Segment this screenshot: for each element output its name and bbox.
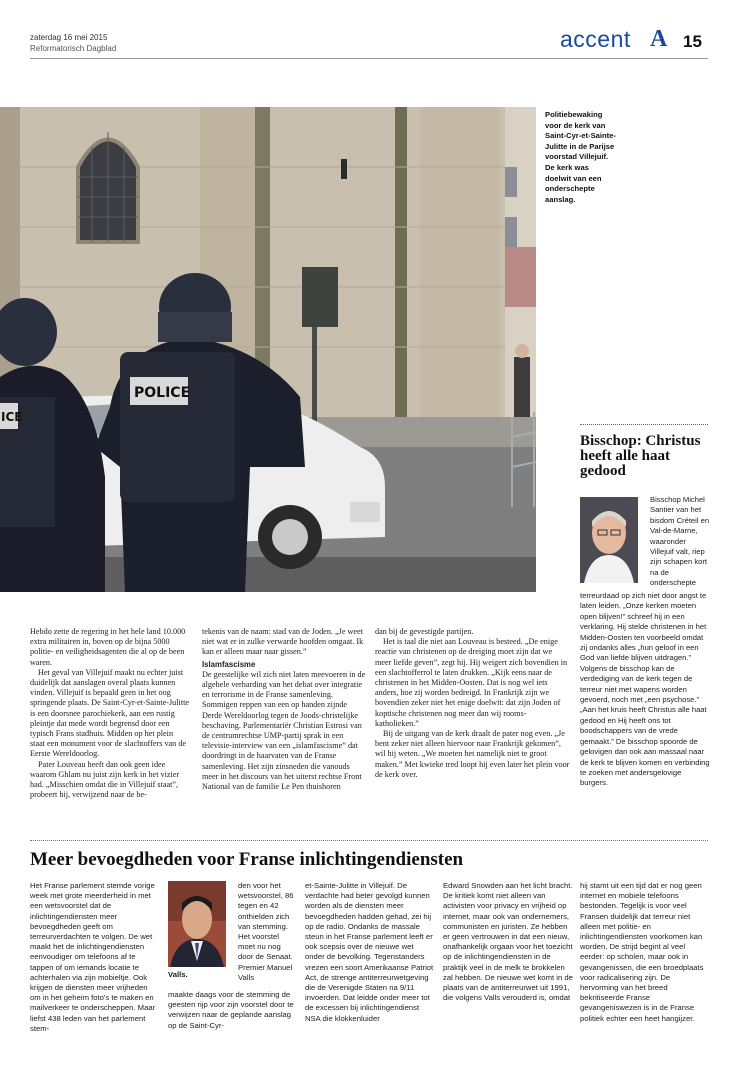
paragraph: tekenis van de naam: stad van de Joden. „Je weet niet wat er in zulke verwarde hoofden omgaat. Ik kan er alleen maar naar gissen.” — [202, 627, 364, 657]
page-number: 15 — [683, 32, 702, 51]
article2-column-5: hij stamt uit een tijd dat er nog geen internet en mobiele telefoons bestonden. Tegelijk is voor veel Fransen duidelijk dat terreur niet alleen met politie- en inlichtingendiensten voorkomen kan worden. De strijd begint al veel eerder: op scholen, maar ook in gevangenissen, die een broedplaats voor radicalisering zijn. De hervorming van het breed bekritiseerde Franse gevangeniswezen is in de Franse politiek echter een heet hangijzer. — [580, 881, 704, 1023]
police-label-left: ICE — [1, 410, 23, 424]
paragraph: Het geval van Villejuif maakt nu echter juist duidelijk dat aanslagen overal plaats kunnen vinden. Villejuif is bepaald geen in het oog springende plaats. De Saint-Cyr-et-Sainte-Julitte is een doorsnee parochiekerk, aan een rustig pleintje dat mede wordt begrensd door een typisch Frans stadhuis. Midden op het plein staat een monument voor de slachtoffers van de Eerste Wereldoorlog. — [30, 667, 189, 759]
newspaper-name: Reformatorisch Dagblad — [30, 44, 117, 53]
article2-column-2a: den voor het wetsvoorstel, 86 tegen en 42 onthielden zich van stemming. Het voorstel moet nu nog door de Senaat. Premier Manuel Valls — [238, 881, 294, 982]
subheading: Islamfascisme — [202, 659, 256, 669]
sidebar-intro: Bisschop Michel Santier van het bisdom Créteil en Val-de-Marne, waaronder Villejuif valt, riep zijn schapen kort na de onderschepte — [650, 495, 710, 588]
valls-portrait-illustration — [168, 881, 226, 967]
sidebar-body: terreurdaad op zich niet door angst te laten leiden. „Onze kerken moeten open blijven!” schreef hij in een verklaring. Hij stelde christenen in het Midden-Oosten ten voorbeeld omdat zij ondanks alles „hun geloof in een God van liefde blijven uitdragen.” Volgens de bisschop kan de verdediging van de kerk tegen de terreur niet met wapens worden gevoerd, noch met „een psychose.” „Aan het kruis heeft Christus alle haat gedood en Hij heeft ons tot boodschappers van de vrede gemaakt.” De bisschop spoorde de gelovigen dan ook aan massaal naar de kerk te blijven komen en verbinding te zoeken met andersgelovige burgers. — [580, 591, 710, 788]
main-photo — [0, 107, 536, 592]
paragraph: Bij de uitgang van de kerk draalt de pater nog even. „Je bent zeker niet alleen hiervoor naar Frankrijk gekomen”, wil hij weten. „We moeten het namelijk niet te groot maken.” Met kwieke tred loopt hij even later het plein voor de kerk over. — [375, 729, 570, 779]
issue-date: zaterdag 16 mei 2015 — [30, 33, 108, 42]
article-column-2 — [202, 627, 367, 792]
article2-column-2b: maakte daags voor de stemming de geesten rijp voor zijn voorstel door te verwijzen naar de geplande aanslag op de Saint-Cyr- — [168, 990, 294, 1030]
article2-column-3: et-Sainte-Julitte in Villejuif. De verdachte had beter gevolgd kunnen worden als de diensten meer bevoegdheden hadden gehad, zei hij op de radio. Ondanks de massale steun in het Franse parlement leeft er ook scepsis over de nieuwe wet onder de bevolking. Tegenstanders vrezen een soort Amerikaanse Patriot Act, de strenge antiterreurwetgeving die de Verenigde Staten na 9/11 invoerden. Dat leidde onder meer tot de excessen bij inlichtingendienst NSA die klokkenluider — [305, 881, 434, 1023]
paragraph: Pater Louveau heeft dan ook geen idee waarom Ghlam nu juist zijn kerk in het vizier had. „Misschien omdat die in Villejuif staat”, probeert hij, verwijzend naar de be- — [30, 759, 180, 800]
paragraph: Het is taal die niet aan Louveau is besteed. „De enige reactie van christenen op de dreiging moet zijn dat we meer liefde geven”, zegt hij. Hij weigert zich bovendien in een slachtofferrol te laten drukken. „Kijk eens naar de christenen in het Midden-Oosten. Dat is nog wel iets anders, hoe zij worden bedreigd. In Frankrijk zijn we bovendien zeker niet het enige doelwit: dat zijn Joden of koptische christenen nog meer dan wij rooms-katholieken.” — [375, 637, 568, 728]
article-column-3 — [375, 627, 570, 780]
valls-photo-caption: Valls. — [168, 970, 188, 979]
article2-column-1: Het Franse parlement stemde vorige week met grote meerderheid in met een wetsvoorstel dat de inlichtingendiensten meer bevoegdheden geeft om terreurverdachten te volgen. De wet maakt het de inlichtingendiensten eenvoudiger om telefoons af te tappen of om iemands locatie te achterhalen via zijn mobieltje. Ook krijgen de diensten meer vrijheden om in het geheim foto's te maken en mailverkeer te onderscheppen. Maar liefst 438 leden van het parlement stem- — [30, 881, 156, 1033]
section-logo: A — [650, 26, 668, 52]
paragraph: Hebdo zette de regering in het hele land 10.000 extra militairen in, boven op de bijna 5000 politie- en veiligheidsagenten die al op de been waren. — [30, 627, 186, 667]
paragraph: dan bij de gevestigde partijen. — [375, 627, 474, 636]
section-title: accent — [560, 26, 631, 52]
police-label-center: POLICE — [134, 385, 191, 401]
bishop-portrait — [580, 497, 638, 583]
header-divider — [30, 58, 708, 59]
valls-portrait — [168, 881, 226, 967]
paragraph: De geestelijke wil zich niet laten meevoeren in de algehele verharding van het debat over integratie en terrorisme in de Franse samenleving. Sommigen reppen van een op handen zijnde Derde Wereldoorlog tegen de Joods-christelijke beschaving. Parlementariër Christian Estrosi van de centrumrechtse UMP-partij sprak in een televisie-interview van een „islamfascisme” dat doordringt in de haarvaten van de Franse samenleving. Het zijn zinsneden die vanouds meer in het discours van het uiterst rechtse Front National van de familie Le Pen thuishoren — [202, 669, 366, 792]
bishop-portrait-illustration — [580, 497, 638, 583]
article2-column-4: Edward Snowden aan het licht bracht. De kritiek komt niet alleen van activisten voor privacy en vrijheid op internet, maar ook van ondernemers, communisten en juristen. Ze hebben er geen vertrouwen in dat een nieuw, onafhankelijk orgaan voor het toezicht op de inlichtingendiensten in de praktijk veel in de melk te brokkelen zal hebben. De nieuwe wet komt in de plaats van de antiterreurwet uit 1991, die volgens Valls verouderd is, omdat — [443, 881, 573, 1003]
article2-headline: Meer bevoegdheden voor Franse inlichtingendiensten — [30, 849, 464, 870]
police-church-illustration — [0, 107, 536, 592]
sidebar-headline: Bisschop: Christus heeft alle haat gedood — [580, 433, 701, 479]
sidebar-divider — [580, 424, 708, 425]
article-column-1 — [30, 627, 190, 800]
photo-caption: Politiebewaking voor de kerk van Saint-Cyr-et-Sainte-Julitte in de Parijse voorstad Villejuif. De kerk was doelwit van een onderschepte aanslag. — [545, 110, 616, 204]
article-divider — [30, 840, 708, 841]
